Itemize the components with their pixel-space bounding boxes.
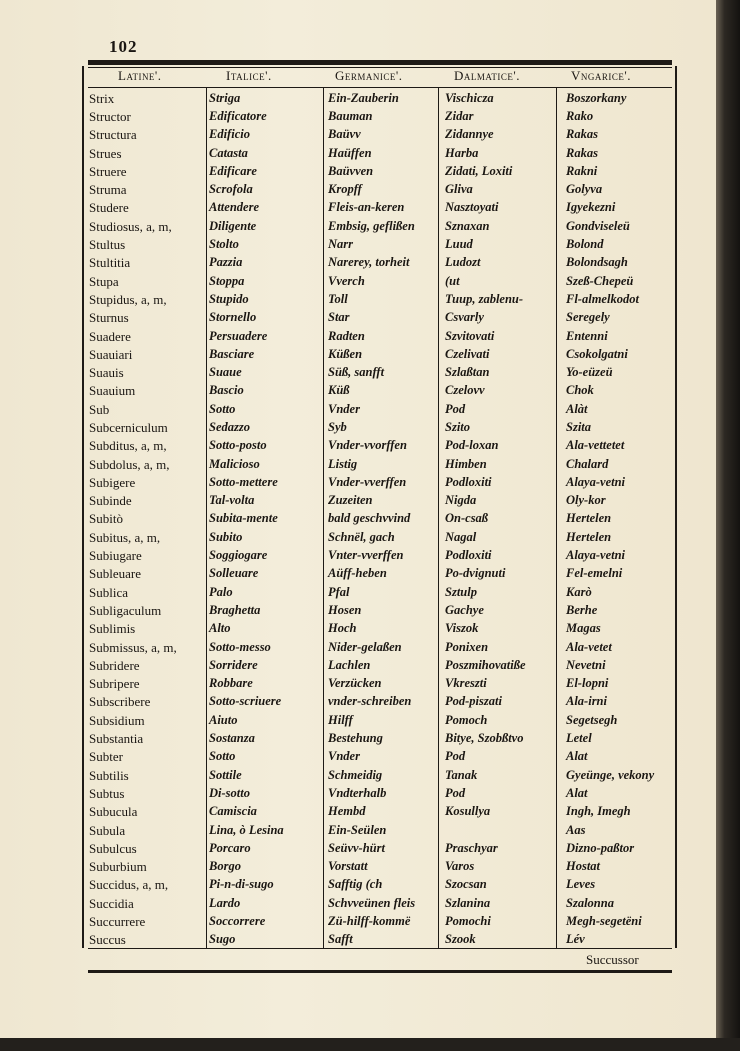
latin-term: Subula <box>89 822 126 838</box>
dalmatian-term: Pod-loxan <box>445 438 499 453</box>
italian-term: Subito <box>209 529 243 544</box>
hungarian-term: Magas <box>566 621 601 636</box>
german-term: Hoch <box>328 621 357 636</box>
dictionary-entry-row <box>88 857 676 875</box>
header-hungarian: Vngarice'. <box>571 68 631 83</box>
italian-term: Robbare <box>209 676 253 691</box>
german-term: Syb <box>328 419 347 434</box>
german-term: Verzücken <box>328 676 382 691</box>
german-term: Küß <box>328 383 350 398</box>
dalmatian-term: Pod <box>445 749 466 764</box>
german-term: Hembd <box>328 804 366 819</box>
german-term: Listig <box>328 456 358 471</box>
dictionary-entry-row <box>88 217 676 235</box>
dalmatian-term: Viszok <box>445 621 479 636</box>
german-term: Ein-Seülen <box>328 822 387 837</box>
dictionary-entry-row <box>88 729 676 747</box>
hungarian-term: Rakni <box>566 163 598 178</box>
hungarian-term: Karò <box>566 584 592 599</box>
hungarian-term: Nevetni <box>566 657 606 672</box>
dictionary-entry-row <box>88 418 676 436</box>
hungarian-term: Aas <box>566 822 586 837</box>
latin-term: Sublimis <box>89 621 136 637</box>
page-bottom-edge <box>0 1038 740 1051</box>
dictionary-entry-row <box>88 583 676 601</box>
german-term: Ein-Zauberin <box>328 90 399 105</box>
dalmatian-term: Szvitovati <box>445 328 495 343</box>
italian-term: Diligente <box>209 218 257 233</box>
italian-term: Sotto-mettere <box>209 474 278 489</box>
german-term: Küßen <box>328 346 363 361</box>
latin-term: Subitus, a, m, <box>89 529 161 545</box>
hungarian-term: Csokolgatni <box>566 346 628 361</box>
dictionary-entry-row <box>88 180 676 198</box>
hungarian-term: Alat <box>566 749 588 764</box>
german-term: Safft <box>328 932 353 947</box>
hungarian-term: Alaya-vetni <box>566 548 626 563</box>
italian-term: Stornello <box>209 310 257 325</box>
hungarian-term: Seregely <box>566 310 610 325</box>
hungarian-term: Berhe <box>566 602 598 617</box>
latin-term: Substantia <box>89 731 144 747</box>
dictionary-entry-row <box>88 345 676 363</box>
page-number: 102 <box>109 37 138 56</box>
dictionary-entry-row <box>88 235 676 253</box>
top-rule <box>88 60 672 65</box>
dictionary-entry-row <box>88 894 676 912</box>
hungarian-term: Alat <box>566 785 588 800</box>
latin-term: Submissus, a, m, <box>89 639 177 655</box>
latin-term: Stultus <box>89 237 126 253</box>
dictionary-entry-row <box>88 89 676 107</box>
italian-term: Palo <box>209 584 233 599</box>
header-italian: Italice'. <box>226 68 272 83</box>
italian-term: Borgo <box>209 859 241 874</box>
dalmatian-term: Pod <box>445 401 466 416</box>
hungarian-term: Hertelen <box>566 511 612 526</box>
hungarian-term: Megh-segetëni <box>566 914 642 928</box>
dalmatian-term: Sztulp <box>445 584 477 599</box>
dictionary-entry-row <box>88 912 676 930</box>
italian-term: Braghetta <box>209 602 261 617</box>
latin-term: Suauiari <box>89 346 133 362</box>
hungarian-term: Szita <box>566 419 592 434</box>
hungarian-term: Chok <box>566 383 594 398</box>
dictionary-entry-row <box>88 254 676 272</box>
italian-term: Sedazzo <box>209 419 250 434</box>
latin-term: Subditus, a, m, <box>89 438 167 454</box>
latin-term: Studere <box>89 200 129 216</box>
latin-term: Succus <box>89 932 126 948</box>
bottom-rule-thin <box>88 948 672 949</box>
german-term: Zü-hilff-kommë <box>328 914 411 928</box>
hungarian-term: Segetsegh <box>566 712 618 727</box>
dalmatian-term: Sznaxan <box>445 218 490 233</box>
dalmatian-term: Luud <box>445 237 473 252</box>
dalmatian-term: Zidati, Loxiti <box>445 163 513 178</box>
italian-term: Sorridere <box>209 657 258 672</box>
dictionary-entry-row <box>88 565 676 583</box>
dalmatian-term: Poszmihovatiße <box>445 657 526 672</box>
book-spine-shadow <box>716 0 740 1051</box>
dictionary-entry-row <box>88 199 676 217</box>
german-term: Süß, sanfft <box>328 365 385 380</box>
german-term: vnder-schreiben <box>328 694 412 709</box>
latin-term: Subiugare <box>89 548 142 564</box>
hungarian-term: Fl-almelkodot <box>566 291 639 306</box>
german-term: Vnder-vvorffen <box>328 438 407 453</box>
italian-term: Basciare <box>209 346 255 361</box>
italian-term: Edificare <box>209 163 257 178</box>
italian-term: Stolto <box>209 237 239 252</box>
dictionary-entry-row <box>88 693 676 711</box>
hungarian-term: Ala-vetet <box>566 639 612 654</box>
dictionary-entry-row <box>88 638 676 656</box>
latin-term: Struere <box>89 163 127 179</box>
dictionary-entry-row <box>88 528 676 546</box>
italian-term: Porcaro <box>209 840 251 855</box>
german-term: Zuzeiten <box>328 493 373 508</box>
dalmatian-term: Po-dvignuti <box>445 566 506 581</box>
latin-term: Subinde <box>89 493 132 509</box>
latin-term: Sturnus <box>89 310 129 326</box>
hungarian-term: Rakas <box>566 127 598 142</box>
dictionary-entry-row <box>88 363 676 381</box>
dictionary-entry-row <box>88 437 676 455</box>
latin-term: Succidus, a, m, <box>89 877 169 893</box>
italian-term: Soccorrere <box>209 914 266 928</box>
dalmatian-term: Czelivati <box>445 346 490 361</box>
hungarian-term: Rakas <box>566 145 598 160</box>
dalmatian-term: (ut <box>445 273 460 288</box>
dalmatian-term: Bitye, Szobßtvo <box>445 731 524 746</box>
latin-term: Stupidus, a, m, <box>89 291 167 307</box>
italian-term: Lina, ò Lesina <box>209 822 284 837</box>
header-german: Germanice'. <box>335 68 403 83</box>
dalmatian-term: Szlanina <box>445 895 491 910</box>
italian-term: Malicioso <box>209 456 260 471</box>
german-term: Haüffen <box>328 145 372 160</box>
hungarian-term: Szeß-Chepeü <box>566 273 634 288</box>
dalmatian-term: Podloxiti <box>445 474 492 489</box>
dictionary-entry-row <box>88 309 676 327</box>
catchword: Succussor <box>586 952 639 967</box>
hungarian-term: El-lopni <box>566 676 609 691</box>
dalmatian-term: Zidannye <box>445 127 494 142</box>
bottom-rule <box>88 970 672 973</box>
dalmatian-term: Szocsan <box>445 877 487 892</box>
frame-left-rule <box>82 66 84 948</box>
latin-term: Subdolus, a, m, <box>89 456 170 472</box>
latin-term: Studiosus, a, m, <box>89 218 172 234</box>
dalmatian-term: Varos <box>445 859 475 874</box>
dalmatian-term: Szook <box>445 932 476 947</box>
german-term: Nider-gelaßen <box>328 639 402 654</box>
dalmatian-term: Csvarly <box>445 310 484 325</box>
italian-term: Edificatore <box>209 108 267 123</box>
dalmatian-term: Ponixen <box>445 639 489 654</box>
italian-term: Stoppa <box>209 273 245 288</box>
italian-term: Sotto-scriuere <box>209 694 282 709</box>
hungarian-term: Hertelen <box>566 529 612 544</box>
italian-term: Sugo <box>209 932 236 947</box>
dictionary-entry-row <box>88 107 676 125</box>
german-term: Bestehung <box>328 731 383 746</box>
german-term: Star <box>328 310 350 325</box>
dalmatian-term: Szito <box>445 419 471 434</box>
dalmatian-term: Gliva <box>445 182 473 197</box>
german-term: Hosen <box>328 602 362 617</box>
german-term: Schvveünen fleis <box>328 895 416 910</box>
latin-term: Subtilis <box>89 767 129 783</box>
german-term: Radten <box>328 328 365 343</box>
latin-term: Structura <box>89 127 137 143</box>
header-rule <box>88 87 672 88</box>
italian-term: Stupido <box>209 291 249 306</box>
hungarian-term: Hostat <box>566 859 601 874</box>
italian-term: Sotto-messo <box>209 639 271 654</box>
dictionary-entry-row <box>88 803 676 821</box>
hungarian-term: Chalard <box>566 456 609 471</box>
dictionary-table-body <box>88 89 676 949</box>
dictionary-entry-row <box>88 931 676 949</box>
italian-term: Aiuto <box>209 712 238 727</box>
dalmatian-term: Tanak <box>445 767 478 782</box>
german-term: Schmeidig <box>328 767 383 782</box>
dictionary-entry-row <box>88 492 676 510</box>
german-term: Fleis-an-keren <box>328 200 405 215</box>
german-term: Seüvv-hürt <box>328 840 385 855</box>
dalmatian-term: Nigda <box>445 493 477 508</box>
latin-term: Sub <box>89 401 110 417</box>
dalmatian-term: Pomochi <box>445 914 491 928</box>
dictionary-entry-row <box>88 327 676 345</box>
latin-term: Subscribere <box>89 694 151 710</box>
dalmatian-term: Podloxiti <box>445 548 492 563</box>
german-term: Baüvven <box>328 163 374 178</box>
dalmatian-term: Vischicza <box>445 90 494 105</box>
german-term: Narr <box>328 237 354 252</box>
latin-term: Stupa <box>89 273 119 289</box>
dictionary-table <box>88 89 676 949</box>
italian-term: Sostanza <box>209 731 255 746</box>
german-term: Schnël, gach <box>328 529 395 544</box>
german-term: Baüvv <box>328 127 361 142</box>
german-term: Vverch <box>328 273 365 288</box>
dictionary-entry-row <box>88 766 676 784</box>
german-term: Toll <box>328 291 348 306</box>
hungarian-term: Alaya-vetni <box>566 474 626 489</box>
latin-term: Strix <box>89 90 115 106</box>
italian-term: Striga <box>209 90 241 105</box>
hungarian-term: Gyeünge, vekony <box>566 767 655 782</box>
dictionary-entry-row <box>88 290 676 308</box>
dictionary-entry-row <box>88 162 676 180</box>
dalmatian-term: Praschyar <box>445 840 498 855</box>
italian-term: Suaue <box>209 365 242 380</box>
latin-term: Subtus <box>89 785 125 801</box>
dalmatian-term: Gachye <box>445 602 484 617</box>
dictionary-entry-row <box>88 876 676 894</box>
dalmatian-term: Szlaßtan <box>445 365 490 380</box>
hungarian-term: Bolond <box>566 237 604 252</box>
italian-term: Sotto <box>209 401 236 416</box>
italian-term: Subita-mente <box>209 511 278 526</box>
italian-term: Sotto <box>209 749 236 764</box>
german-term: Vnter-vverffen <box>328 548 404 563</box>
dictionary-entry-row <box>88 144 676 162</box>
dalmatian-term: Himben <box>445 456 487 471</box>
latin-term: Suadere <box>89 328 131 344</box>
hungarian-term: Letel <box>566 731 592 746</box>
german-term: Vorstatt <box>328 859 368 874</box>
dalmatian-term: Kosullya <box>445 804 491 819</box>
italian-term: Persuadere <box>209 328 268 343</box>
dalmatian-term: Tuup, zablenu- <box>445 291 524 306</box>
german-term: Narerey, torheit <box>328 255 410 270</box>
column-header-row <box>88 66 672 88</box>
hungarian-term: Fel-emelni <box>566 566 623 581</box>
latin-term: Subsidium <box>89 712 145 728</box>
latin-term: Subleuare <box>89 566 141 582</box>
german-term: Safftig (ch <box>328 877 383 892</box>
italian-term: Camiscia <box>209 804 257 819</box>
hungarian-term: Dizno-paßtor <box>566 840 635 855</box>
latin-term: Suburbium <box>89 859 147 875</box>
german-term: Embsig, geflißen <box>328 218 415 233</box>
italian-term: Sottile <box>209 767 242 782</box>
latin-term: Subripere <box>89 676 140 692</box>
dictionary-entry-row <box>88 821 676 839</box>
latin-term: Suauium <box>89 383 136 399</box>
italian-term: Soggiogare <box>209 548 268 563</box>
latin-term: Subulcus <box>89 840 137 856</box>
latin-term: Subucula <box>89 804 138 820</box>
german-term: bald geschvvind <box>328 511 411 526</box>
hungarian-term: Ingh, Imegh <box>566 804 631 819</box>
hungarian-term: Oly-kor <box>566 493 606 508</box>
hungarian-term: Yo-eüzeü <box>566 365 613 380</box>
hungarian-term: Leves <box>566 877 596 892</box>
header-latin: Latine'. <box>118 68 162 83</box>
latin-term: Strues <box>89 145 122 161</box>
hungarian-term: Ala-irni <box>566 694 607 709</box>
italian-term: Catasta <box>209 145 248 160</box>
dictionary-entry-row <box>88 546 676 564</box>
italian-term: Bascio <box>209 383 244 398</box>
latin-term: Subigere <box>89 474 136 490</box>
dalmatian-term: Nasztoyati <box>445 200 499 215</box>
dictionary-entry-row <box>88 656 676 674</box>
italian-term: Sotto-posto <box>209 438 267 453</box>
dictionary-entry-row <box>88 601 676 619</box>
dalmatian-term: Zidar <box>445 108 474 123</box>
latin-term: Subitò <box>89 511 123 527</box>
latin-term: Sublica <box>89 584 128 600</box>
dalmatian-term: On-csaß <box>445 511 489 526</box>
dictionary-entry-row <box>88 126 676 144</box>
dalmatian-term: Vkreszti <box>445 676 487 691</box>
hungarian-term: Alàt <box>566 401 588 416</box>
dictionary-entry-row <box>88 711 676 729</box>
dictionary-entry-row <box>88 748 676 766</box>
italian-term: Pi-n-di-sugo <box>209 877 274 892</box>
dalmatian-term: Pod <box>445 785 466 800</box>
hungarian-term: Golyva <box>566 182 603 197</box>
german-term: Pfal <box>328 584 350 599</box>
dalmatian-term: Pomoch <box>445 712 488 727</box>
dalmatian-term: Ludozt <box>445 255 481 270</box>
latin-term: Structor <box>89 108 131 124</box>
dictionary-entry-row <box>88 272 676 290</box>
german-term: Kropff <box>328 182 362 197</box>
latin-term: Suauis <box>89 365 124 381</box>
german-term: Lachlen <box>328 657 371 672</box>
dictionary-entry-row <box>88 510 676 528</box>
dictionary-entry-row <box>88 784 676 802</box>
dictionary-entry-row <box>88 839 676 857</box>
german-term: Aüff-heben <box>328 566 387 581</box>
header-dalmatian: Dalmatice'. <box>454 68 520 83</box>
hungarian-term: Szalonna <box>566 895 614 910</box>
dalmatian-term <box>443 821 563 839</box>
dictionary-entry-row <box>88 400 676 418</box>
italian-term: Attendere <box>209 200 259 215</box>
latin-term: Struma <box>89 182 127 198</box>
dalmatian-term: Nagal <box>445 529 477 544</box>
german-term: Hilff <box>328 712 353 727</box>
dictionary-entry-row <box>88 473 676 491</box>
dictionary-entry-row <box>88 620 676 638</box>
hungarian-term: Lév <box>566 932 585 947</box>
dalmatian-term: Czelovv <box>445 383 485 398</box>
latin-term: Succidia <box>89 895 134 911</box>
dictionary-entry-row <box>88 455 676 473</box>
italian-term: Scrofola <box>209 182 253 197</box>
italian-term: Pazzia <box>209 255 243 270</box>
hungarian-term: Bolondsagh <box>566 255 628 270</box>
german-term: Vnder-vverffen <box>328 474 407 489</box>
latin-term: Subligaculum <box>89 602 162 618</box>
italian-term: Edificio <box>209 127 250 142</box>
latin-term: Succurrere <box>89 914 146 929</box>
german-term: Vnder <box>328 401 360 416</box>
hungarian-term: Boszorkany <box>566 90 627 105</box>
hungarian-term: Gondviseleü <box>566 218 630 233</box>
german-term: Vndterhalb <box>328 785 387 800</box>
dalmatian-term: Pod-piszati <box>445 694 502 709</box>
german-term: Vnder <box>328 749 360 764</box>
dictionary-entry-row <box>88 382 676 400</box>
italian-term: Tal-volta <box>209 493 255 508</box>
hungarian-term: Entenni <box>566 328 608 343</box>
italian-term: Di-sotto <box>209 785 250 800</box>
latin-term: Subridere <box>89 657 140 673</box>
hungarian-term: Rako <box>566 108 594 123</box>
latin-term: Stultitia <box>89 255 131 271</box>
italian-term: Alto <box>209 621 231 636</box>
italian-term: Solleuare <box>209 566 259 581</box>
italian-term: Lardo <box>209 895 241 910</box>
hungarian-term: Igyekezni <box>566 200 616 215</box>
hungarian-term: Ala-vettetet <box>566 438 625 453</box>
latin-term: Subcerniculum <box>89 419 168 435</box>
dictionary-entry-row <box>88 675 676 693</box>
dalmatian-term: Harba <box>445 145 479 160</box>
latin-term: Subter <box>89 749 123 765</box>
german-term: Bauman <box>328 108 373 123</box>
